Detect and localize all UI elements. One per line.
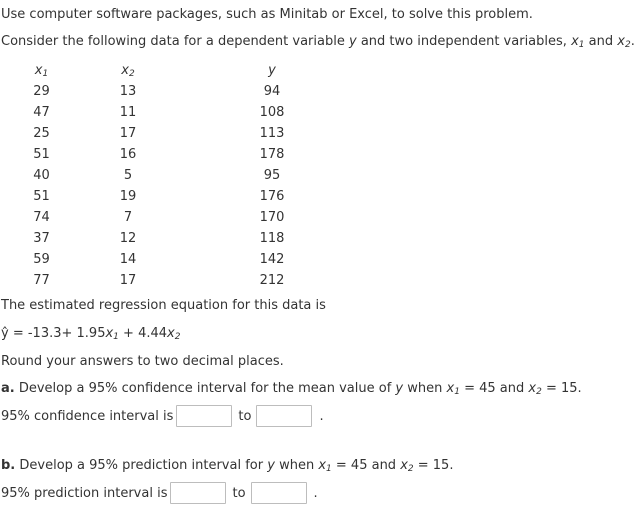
cell-x2: 13 [119, 84, 137, 99]
header-x2: $x_2$ [121, 63, 135, 79]
cell-x2: 5 [123, 168, 133, 183]
part-a-text1: Develop a 95% confidence interval for the mean value of [18, 381, 392, 396]
pi-lower-input[interactable] [170, 482, 226, 504]
problem-statement [1, 34, 635, 49]
part-b-end: . [313, 485, 318, 501]
table-row [14, 228, 357, 249]
consider-middle: and two independent variables, [360, 34, 567, 49]
eq-x1: $x_1$ [105, 326, 119, 342]
cell-y: 176 [259, 189, 285, 204]
cell-x1: 51 [33, 147, 50, 162]
cell-x2: 17 [119, 273, 137, 288]
part-a-answer-row [1, 405, 324, 427]
part-b-eq2: = 15. [413, 458, 454, 473]
equation-part1: = -13.3+ 1.95 [8, 326, 106, 341]
part-a-end: . [319, 408, 324, 424]
part-b-answer-row [1, 482, 318, 504]
consider-and: and [588, 34, 614, 49]
cell-x2: 16 [119, 147, 137, 162]
cell-x1: 77 [33, 273, 50, 288]
table-row [14, 81, 357, 102]
cell-x1: 29 [33, 84, 50, 99]
part-b-answer-label: 95% prediction interval is [1, 485, 168, 501]
var-y: y [349, 34, 357, 49]
part-a-eq1: = 45 and [459, 381, 529, 396]
cell-y: 94 [263, 84, 281, 99]
part-a-x1: $x_1$ [446, 381, 460, 397]
part-b-question [1, 458, 453, 473]
cell-y: 95 [263, 168, 281, 183]
cell-x2: 19 [119, 189, 137, 204]
var-x1: $x_1$ [571, 34, 585, 50]
cell-x2: 7 [123, 210, 133, 225]
part-a-x2: $x_2$ [528, 381, 542, 397]
table-row [14, 123, 357, 144]
cell-x1: 47 [33, 105, 50, 120]
part-a-eq2: = 15. [541, 381, 582, 396]
cell-y: 178 [259, 147, 285, 162]
part-a-to: to [238, 408, 252, 424]
part-b-label: b. [1, 458, 16, 473]
eq-x2: $x_2$ [167, 326, 181, 342]
part-b-to: to [232, 485, 246, 501]
cell-x1: 37 [33, 231, 50, 246]
consider-end: . [630, 34, 635, 49]
ci-lower-input[interactable] [176, 405, 232, 427]
data-table [14, 60, 357, 291]
cell-y: 118 [259, 231, 285, 246]
cell-x2: 12 [119, 231, 137, 246]
table-row [14, 207, 357, 228]
part-b-text2: when [279, 458, 315, 473]
table-row [14, 270, 357, 291]
regression-intro: The estimated regression equation for this data is [1, 298, 326, 313]
cell-y: 113 [259, 126, 285, 141]
part-b-var-y: y [267, 458, 275, 473]
ci-upper-input[interactable] [256, 405, 312, 427]
equation-part2: + 4.44 [118, 326, 168, 341]
table-row [14, 249, 357, 270]
part-a-text2: when [407, 381, 443, 396]
part-b-text1: Develop a 95% prediction interval for [19, 458, 264, 473]
header-y: y [268, 63, 276, 78]
header-x1: $x_1$ [34, 63, 49, 79]
cell-x1: 51 [33, 189, 50, 204]
cell-y: 170 [259, 210, 285, 225]
part-a-label: a. [1, 381, 15, 396]
cell-x1: 59 [33, 252, 50, 267]
cell-y: 142 [259, 252, 285, 267]
regression-equation [1, 326, 180, 341]
cell-x2: 14 [119, 252, 137, 267]
table-row [14, 102, 357, 123]
cell-x1: 74 [33, 210, 50, 225]
pi-upper-input[interactable] [251, 482, 307, 504]
cell-y: 212 [259, 273, 285, 288]
part-b-eq1: = 45 and [331, 458, 401, 473]
table-header-row [14, 60, 357, 81]
round-note: Round your answers to two decimal places. [1, 354, 284, 369]
cell-x2: 17 [119, 126, 137, 141]
cell-y: 108 [259, 105, 285, 120]
part-a-question [1, 381, 582, 396]
table-row [14, 186, 357, 207]
part-b-x1: $x_1$ [318, 458, 332, 474]
table-row [14, 144, 357, 165]
cell-x1: 40 [33, 168, 50, 183]
table-row [14, 165, 357, 186]
cell-x1: 25 [33, 126, 50, 141]
cell-x2: 11 [119, 105, 137, 120]
part-b-x2: $x_2$ [400, 458, 414, 474]
part-a-answer-label: 95% confidence interval is [1, 408, 174, 424]
var-x2: $x_2$ [617, 34, 631, 50]
consider-prefix: Consider the following data for a dependent variable [1, 34, 345, 49]
yhat-symbol: ŷ [1, 326, 9, 341]
part-a-var-y: y [395, 381, 404, 396]
instructions-text: Use computer software packages, such as Minitab or Excel, to solve this problem. [1, 7, 533, 22]
